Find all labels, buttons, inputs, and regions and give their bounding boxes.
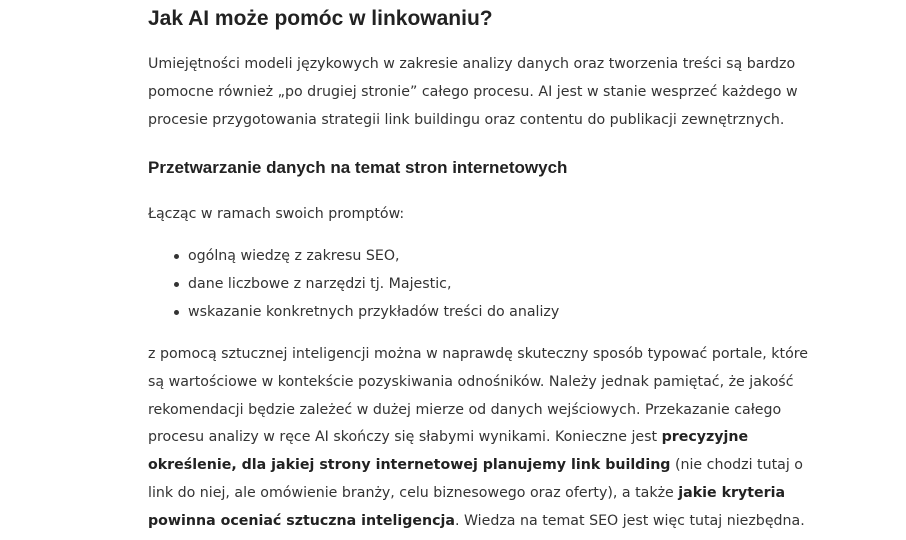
bold-emphasis: określenie, dla jakiej strony internetowej planujemy link building — [148, 457, 671, 474]
list-item — [188, 270, 559, 298]
list-item-text: wskazanie konkretnych przykładów treści do analizy — [188, 304, 560, 320]
intro-line: Umiejętności modeli językowych w zakresie analizy danych oraz tworzenia treści są bardzo — [148, 56, 796, 72]
bold-emphasis: precyzyjne — [661, 429, 749, 446]
body-paragraph — [148, 341, 808, 536]
bold-emphasis: powinna oceniać sztuczna inteligencja — [148, 512, 455, 529]
body-line: rekomendacji będzie zależeć w dużej mierze od danych wejściowych. Przekazanie całego — [148, 401, 782, 418]
body-text: procesu analizy w ręce AI skończy się słabymi wynikami. Konieczne jest — [148, 429, 662, 446]
body-text: . Wiedza na temat SEO jest więc tutaj niezbędna. — [454, 512, 805, 529]
bold-emphasis: jakie kryteria — [678, 484, 786, 501]
list-item — [188, 298, 559, 326]
intro-line: procesie przygotowania strategii link buildingu oraz contentu do publikacji zewnętrznych. — [148, 111, 785, 128]
intro-paragraph — [148, 51, 808, 134]
bullet-dot-icon — [174, 254, 179, 259]
lead-paragraph: Łącząc w ramach swoich promptów: — [148, 206, 405, 222]
body-line: z pomocą sztucznej inteligencji można w naprawdę skuteczny sposób typować portale, które — [148, 346, 809, 362]
section-heading: Jak AI może pomóc w linkowaniu? — [148, 7, 493, 30]
body-line — [148, 424, 808, 452]
bullet-list — [148, 242, 559, 326]
list-item-text: dane liczbowe z narzędzi tj. Majestic, — [188, 276, 452, 292]
list-item-text: ogólną wiedzę z zakresu SEO, — [188, 248, 400, 264]
body-line — [148, 480, 808, 508]
bullet-dot-icon — [174, 310, 179, 315]
body-text: link do niej, ale omówienie branży, celu biznesowego oraz oferty), a także — [148, 484, 679, 501]
body-line: są wartościowe w kontekście pozyskiwania odnośników. Należy jednak pamiętać, że jakość — [148, 373, 794, 390]
subsection-heading: Przetwarzanie danych na temat stron internetowych — [148, 158, 568, 177]
body-line — [148, 452, 808, 480]
body-line — [148, 508, 808, 536]
body-text: (nie chodzi tutaj o — [670, 457, 803, 474]
list-item — [188, 242, 559, 270]
intro-line: pomocne również „po drugiej stronie” całego procesu. AI jest w stanie wesprzeć każdego w — [148, 83, 798, 100]
bullet-dot-icon — [174, 282, 179, 287]
